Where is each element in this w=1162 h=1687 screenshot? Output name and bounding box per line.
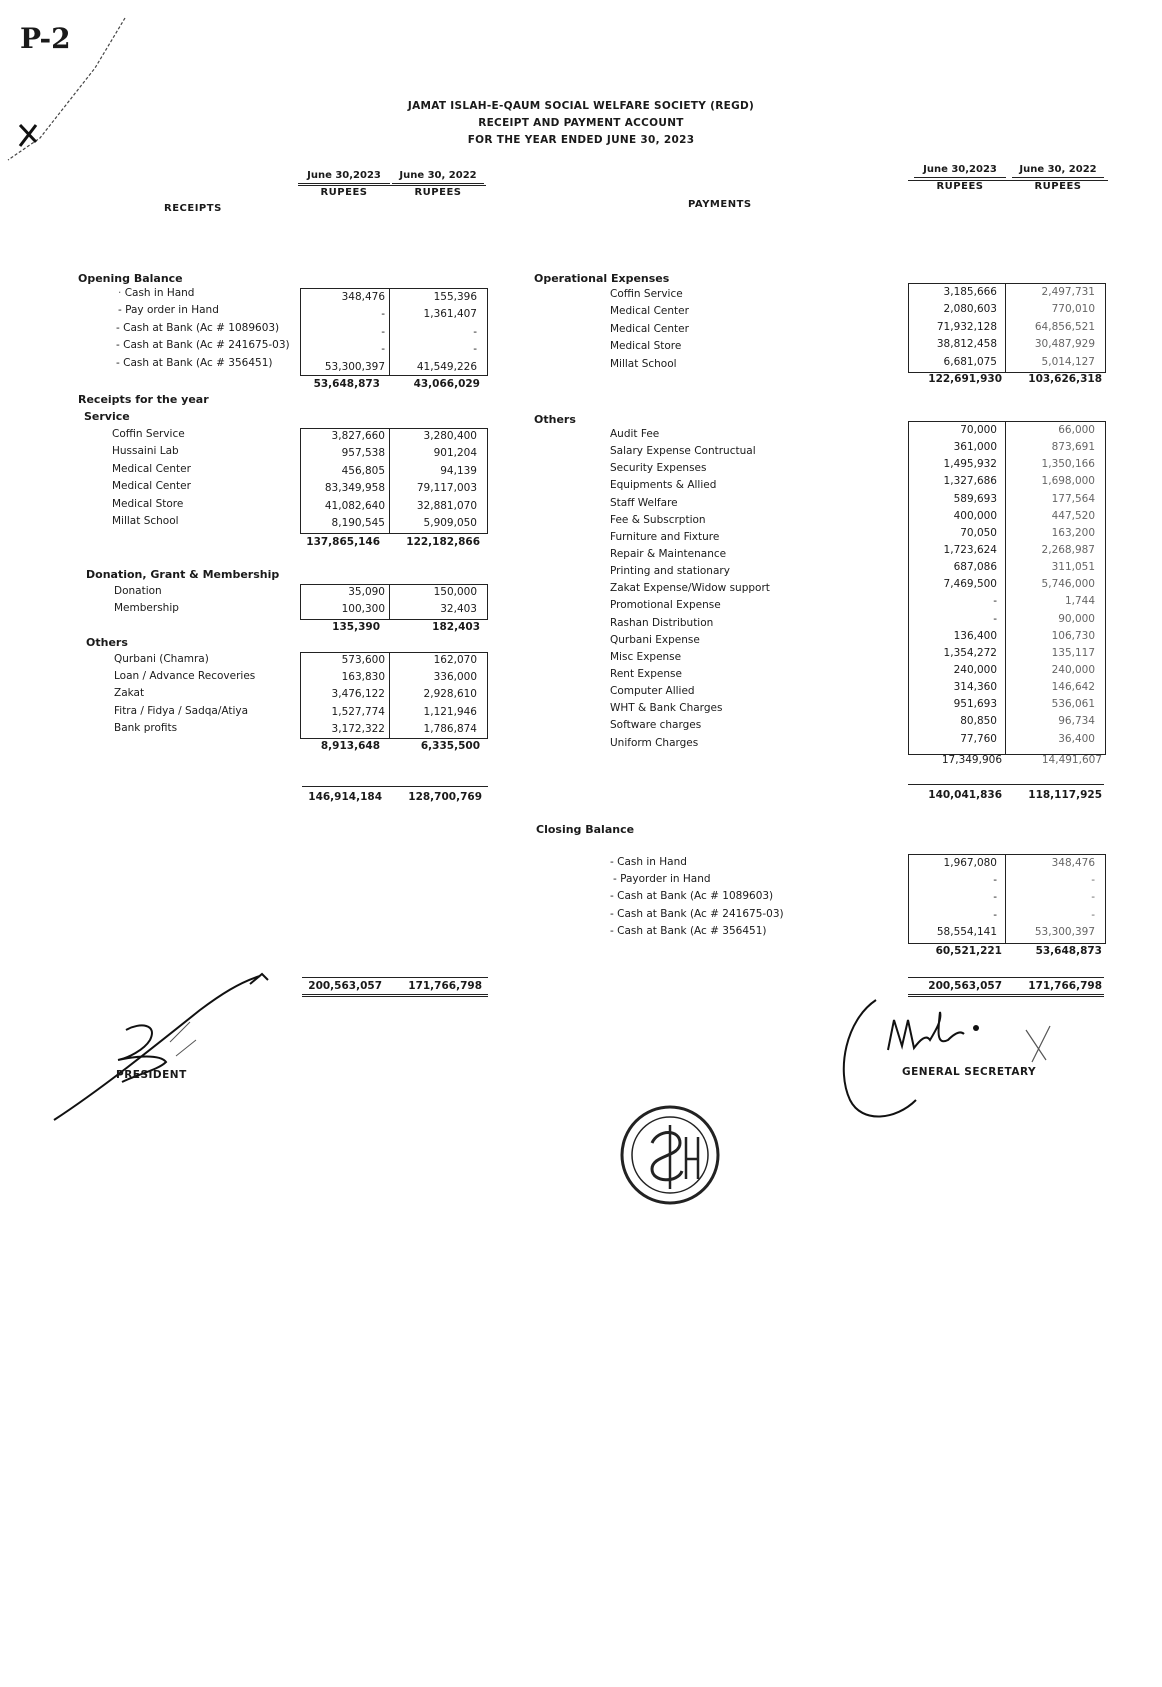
list-item: · Cash in Hand <box>118 287 195 299</box>
secretary-signature <box>836 990 1066 1130</box>
receipts-others-total-2022: 6,335,500 <box>420 740 480 752</box>
list-item: Equipments & Allied <box>610 479 717 492</box>
list-item: Security Expenses <box>610 462 707 475</box>
list-item: Medical Store <box>610 340 682 353</box>
receipts-others-labels <box>114 653 255 739</box>
operational-box: 3,185,666 2,080,603 71,932,128 38,812,458 6,681,075 2,497,731 770,010 64,856,521 30,487,929 5,014,127 <box>908 283 1106 373</box>
secretary-label: GENERAL SECRETARY <box>902 1066 1037 1078</box>
list-item: Millat School <box>610 357 677 370</box>
list-item: Audit Fee <box>610 428 660 440</box>
list-item: - Cash at Bank (Ac # 356451) <box>610 924 767 937</box>
receipts-grand-total-2023: 200,563,057 <box>308 980 382 992</box>
service-total-2022: 122,182,866 <box>406 536 480 548</box>
society-name: JAMAT ISLAH-E-QAUM SOCIAL WELFARE SOCIETY (REGD) <box>407 100 755 112</box>
donation-box: 35,090 100,300 150,000 32,403 <box>300 584 488 620</box>
list-item: Rent Expense <box>610 667 682 680</box>
receipts-others-total-2023: 8,913,648 <box>320 740 380 752</box>
operational-title: Operational Expenses <box>534 272 670 285</box>
receipts-others-title: Others <box>86 636 128 649</box>
list-item: Millat School <box>112 514 179 527</box>
service-title: Service <box>84 410 130 423</box>
receipts-others-box: 573,600 163,830 3,476,122 1,527,774 3,172,322 162,070 336,000 2,928,610 1,121,946 1,786,874 <box>300 652 488 739</box>
payments-col1-header: June 30,2023 RUPEES <box>914 164 1006 192</box>
donation-total-2022: 182,403 <box>432 621 480 633</box>
receipts-grand-total-2022: 171,766,798 <box>408 980 482 992</box>
list-item: Uniform Charges <box>610 736 699 749</box>
list-item: Furniture and Fixture <box>610 530 720 543</box>
payments-others-total-2022: 14,491,607 <box>1041 754 1102 766</box>
list-item: Membership <box>114 602 179 615</box>
page-tag: P-2 <box>20 22 71 55</box>
list-item: Fitra / Fidya / Sadqa/Atiya <box>114 704 249 717</box>
list-item: Bank profits <box>114 721 178 734</box>
list-item: Misc Expense <box>610 650 682 663</box>
closing-box: 1,967,080 - - - 58,554,141 348,476 - - - 53,300,397 <box>908 854 1106 944</box>
opening-total-2023: 53,648,873 <box>313 378 380 390</box>
payments-others-title: Others <box>534 413 576 426</box>
list-item: Donation <box>114 585 162 597</box>
list-item: Medical Center <box>610 322 689 335</box>
list-item: Salary Expense Contructual <box>610 445 756 458</box>
president-label: PRESIDENT <box>116 1069 187 1081</box>
list-item: Hussaini Lab <box>112 445 179 458</box>
list-item: Medical Center <box>112 462 191 475</box>
payments-col2-header: June 30, 2022 RUPEES <box>1012 164 1104 192</box>
list-item: Software charges <box>610 719 702 732</box>
list-item: Printing and stationary <box>610 565 730 578</box>
receipts-heading: RECEIPTS <box>164 203 222 214</box>
list-item: Zakat <box>114 687 145 700</box>
list-item: Coffin Service <box>610 288 683 300</box>
list-item: Repair & Maintenance <box>610 547 727 560</box>
list-item: - Cash at Bank (Ac # 1089603) <box>610 890 774 903</box>
list-item: Promotional Expense <box>610 599 721 612</box>
donation-title: Donation, Grant & Membership <box>86 568 280 581</box>
opening-total-2022: 43,066,029 <box>413 378 480 390</box>
service-box: 3,827,660 957,538 456,805 83,349,958 41,082,640 8,190,545 3,280,400 901,204 94,139 79,117,003 32,881,070 5,909,050 <box>300 428 488 534</box>
receipts-col2-header: June 30, 2022 RUPEES <box>392 170 484 198</box>
list-item: Medical Center <box>112 480 191 493</box>
operational-total-2023: 122,691,930 <box>928 373 1002 385</box>
list-item: - Cash at Bank (Ac # 241675-03) <box>610 907 784 920</box>
opening-box: 348,476 - - - 53,300,397 155,396 1,361,407 - - 41,549,226 <box>300 288 488 376</box>
society-stamp <box>618 1103 722 1207</box>
list-item: - Payorder in Hand <box>613 873 711 886</box>
receipts-year-title: Receipts for the year <box>78 393 209 406</box>
list-item: WHT & Bank Charges <box>610 702 723 715</box>
payments-subtotal-2022: 118,117,925 <box>1028 789 1102 801</box>
donation-total-2023: 135,390 <box>332 621 380 633</box>
payments-grand-total-2022: 171,766,798 <box>1028 980 1102 992</box>
operational-labels <box>610 288 689 375</box>
list-item: Medical Store <box>112 497 184 510</box>
closing-total-2023: 60,521,221 <box>935 945 1002 957</box>
list-item: - Cash at Bank (Ac # 356451) <box>116 356 273 369</box>
list-item: Qurbani Expense <box>610 633 700 646</box>
list-item: Qurbani (Chamra) <box>114 653 209 665</box>
list-item: Zakat Expense/Widow support <box>610 582 770 595</box>
opening-balance-title: Opening Balance <box>78 272 183 285</box>
list-item: Rashan Distribution <box>610 616 714 629</box>
receipts-col1-header: June 30,2023 RUPEES <box>298 170 390 198</box>
payments-others-labels <box>610 428 770 754</box>
payments-grand-total-2023: 200,563,057 <box>928 980 1002 992</box>
receipts-subtotal-2023: 146,914,184 <box>308 791 382 803</box>
list-item: Staff Welfare <box>610 496 678 509</box>
service-total-2023: 137,865,146 <box>306 536 380 548</box>
list-item: Coffin Service <box>112 428 185 440</box>
period-label: FOR THE YEAR ENDED JUNE 30, 2023 <box>467 134 695 146</box>
closing-labels <box>610 856 784 942</box>
list-item: - Cash in Hand <box>610 856 687 868</box>
list-item: Computer Allied <box>610 685 695 698</box>
list-item: - Pay order in Hand <box>118 304 219 317</box>
receipts-subtotal-2022: 128,700,769 <box>408 791 482 803</box>
list-item: - Cash at Bank (Ac # 241675-03) <box>116 339 290 352</box>
payments-others-total-2023: 17,349,906 <box>941 754 1002 766</box>
payments-subtotal-2023: 140,041,836 <box>928 789 1002 801</box>
donation-labels <box>114 585 179 620</box>
closing-total-2022: 53,648,873 <box>1035 945 1102 957</box>
list-item: - Cash at Bank (Ac # 1089603) <box>116 321 280 334</box>
report-title <box>0 98 1162 149</box>
operational-total-2022: 103,626,318 <box>1028 373 1102 385</box>
president-signature <box>40 970 280 1130</box>
list-item: Loan / Advance Recoveries <box>114 670 256 683</box>
list-item: Medical Center <box>610 305 689 318</box>
service-labels <box>112 428 191 532</box>
account-name: RECEIPT AND PAYMENT ACCOUNT <box>478 117 684 129</box>
payments-heading: PAYMENTS <box>688 199 752 210</box>
payments-others-box: 70,000 361,000 1,495,932 1,327,686 589,693 400,000 70,050 1,723,624 687,086 7,469,500 - - 136,400 1,354,272 240,000 314,360 951,693 80,850 77,760 66,000 873,691 1,350,166 1,698,000 177,564 447,520 163,200 2,268,987 311,051 5,746,000 1,744 90,000 106,730 135,117 240,000 146,642 536,061 96,734 36,400 <box>908 421 1106 755</box>
opening-labels <box>116 287 290 374</box>
closing-title: Closing Balance <box>536 823 635 836</box>
list-item: Fee & Subscrption <box>610 513 706 526</box>
